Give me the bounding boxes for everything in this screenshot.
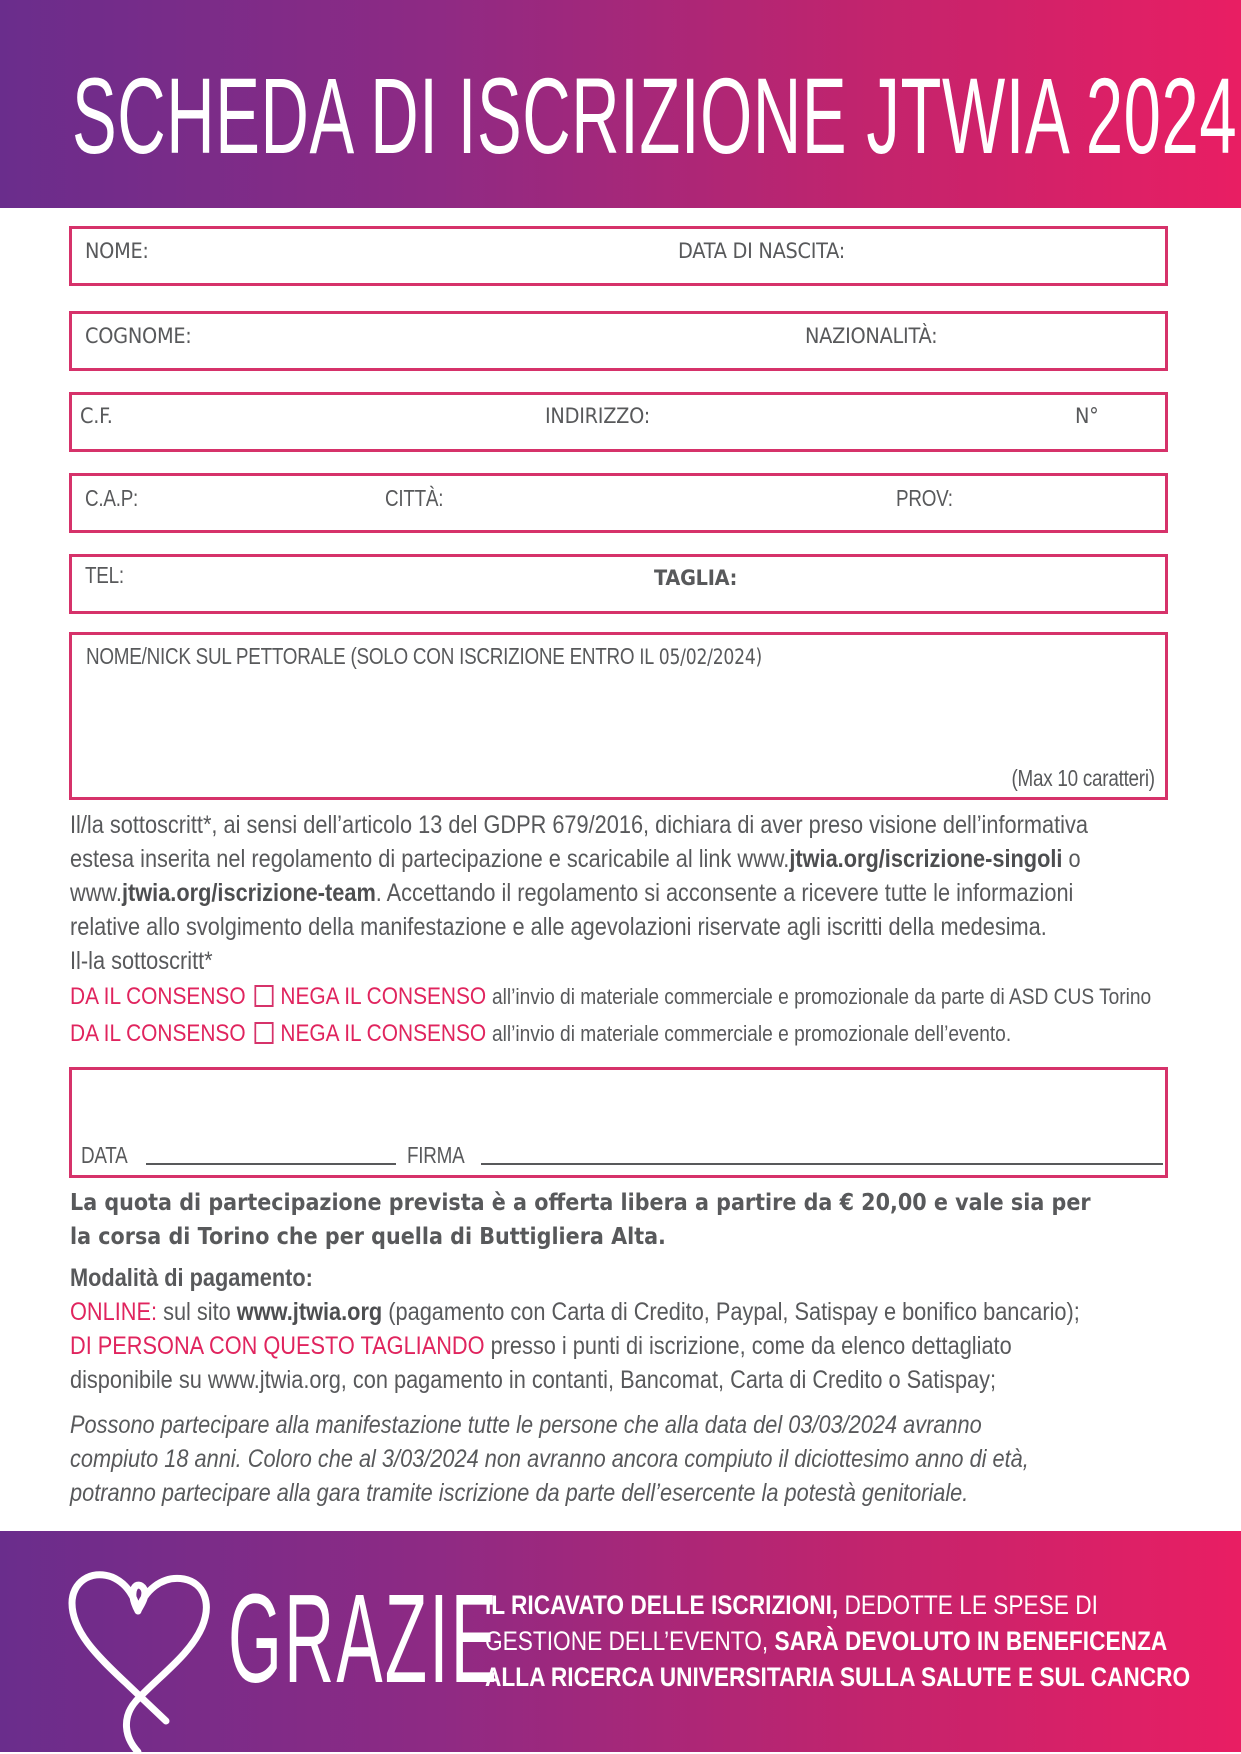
eligibility-notice <box>70 1408 1036 1510</box>
header-banner <box>0 0 1241 208</box>
citta-label: CITTÀ: <box>385 485 444 511</box>
fee-line-2: la corsa di Torino che per quella di Buttigliera Alta. <box>70 1224 666 1250</box>
field-row-indirizzo[interactable] <box>69 392 1168 452</box>
eligibility-line-1: Possono partecipare alla manifestazione tutte le persone che alla data del 03/03/2024 avranno <box>70 1411 982 1439</box>
privacy-text: estesa inserita nel regolamento di partecipazione e scaricabile al link www. <box>70 845 790 873</box>
taglia-label: TAGLIA: <box>654 566 738 590</box>
footer-banner <box>0 1531 1241 1752</box>
field-row-cognome[interactable] <box>69 311 1168 371</box>
charity-regular: GESTIONE DELL’EVENTO, <box>485 1626 769 1656</box>
field-row-cap[interactable] <box>69 473 1168 533</box>
privacy-line-5: Il-la sottoscritt* <box>70 947 213 975</box>
payment-title: Modalità di pagamento: <box>70 1264 313 1292</box>
fee-notice <box>70 1186 1091 1254</box>
charity-notice <box>485 1587 1190 1695</box>
field-bib-name[interactable] <box>69 632 1168 800</box>
charity-bold: IL RICAVATO DELLE ISCRIZIONI, <box>485 1590 839 1620</box>
eligibility-line-3: potranno partecipare alla gara tramite iscrizione da parte dell’esercente la potestà genitoriale. <box>70 1479 969 1507</box>
date-label: DATA <box>81 1142 128 1168</box>
link-iscrizione-singoli[interactable]: jtwia.org/iscrizione-singoli <box>789 845 1063 873</box>
privacy-text: . Accettando il regolamento si acconsente a ricevere tutte le informazioni <box>375 879 1074 907</box>
deny-consent-option[interactable]: NEGA IL CONSENSO <box>280 983 487 1010</box>
numero-label: N° <box>1075 404 1099 428</box>
charity-line-2 <box>485 1623 1190 1659</box>
eligibility-line-2: compiuto 18 anni. Coloro che al 3/03/2024 non avranno ancora compiuto il diciottesimo anno di età, <box>70 1445 1029 1473</box>
deny-consent-option[interactable]: NEGA IL CONSENSO <box>280 1020 487 1047</box>
payment-in-person <box>70 1329 1036 1363</box>
charity-line-3 <box>485 1659 1190 1695</box>
indirizzo-label: INDIRIZZO: <box>545 404 650 428</box>
online-label: ONLINE: <box>70 1298 158 1326</box>
give-consent-option[interactable]: DA IL CONSENSO <box>70 983 246 1010</box>
cap-label: C.A.P: <box>85 485 139 511</box>
prov-label: PROV: <box>896 485 953 511</box>
payment-online <box>70 1295 1080 1329</box>
nazionalita-label: NAZIONALITÀ: <box>805 324 938 348</box>
payment-text: sul sito <box>157 1298 237 1326</box>
bib-hint: (Max 10 caratteri) <box>1011 765 1155 791</box>
payment-in-person-line-2: disponibile su www.jtwia.org, con pagamento in contanti, Bancomat, Carta di Credito o Satispay; <box>70 1366 997 1394</box>
bib-label-text: NOME/NICK SUL PETTORALE (SOLO CON ISCRIZIONE ENTRO <box>86 643 635 669</box>
signature-line[interactable] <box>481 1163 1163 1165</box>
heart-icon <box>66 1551 216 1752</box>
privacy-text: o <box>1062 845 1081 873</box>
charity-bold: ALLA RICERCA UNIVERSITARIA SULLA SALUTE E SUL CANCRO <box>485 1662 1191 1692</box>
charity-regular: DEDOTTE LE SPESE DI <box>838 1590 1098 1620</box>
tel-label: TEL: <box>85 562 124 588</box>
signature-label: FIRMA <box>407 1142 465 1168</box>
in-person-label: DI PERSONA CON QUESTO TAGLIANDO <box>70 1332 485 1360</box>
consent-checkbox[interactable] <box>254 985 273 1007</box>
privacy-text: www. <box>70 879 122 907</box>
page-title: SCHEDA DI ISCRIZIONE JTWIA 2024 <box>72 55 1238 176</box>
consent-row-evento <box>70 1020 1011 1048</box>
fee-line-1: La quota di partecipazione prevista è a offerta libera a partire da € 20,00 e vale sia per <box>70 1190 1091 1216</box>
give-consent-option[interactable]: DA IL CONSENSO <box>70 1020 246 1047</box>
bib-deadline: IL 05/02/2024) <box>639 645 763 669</box>
consent-checkbox[interactable] <box>254 1022 273 1044</box>
privacy-paragraph <box>70 808 1088 978</box>
thanks-heading: GRAZIE <box>228 1568 500 1709</box>
charity-line-1 <box>485 1587 1190 1623</box>
payment-section <box>70 1261 1080 1397</box>
consent-row-cus <box>70 983 1151 1011</box>
data-nascita-label: DATA DI NASCITA: <box>678 239 846 263</box>
consent-description: all’invio di materiale commerciale e promozionale da parte di ASD CUS Torino <box>491 984 1152 1009</box>
cognome-label: COGNOME: <box>85 324 192 348</box>
privacy-line-3 <box>70 876 1074 910</box>
consent-description: all’invio di materiale commerciale e promozionale dell’evento. <box>491 1021 1012 1046</box>
link-iscrizione-team[interactable]: jtwia.org/iscrizione-team <box>121 879 376 907</box>
privacy-line-2 <box>70 842 1081 876</box>
privacy-line-4: relative allo svolgimento della manifestazione e alle agevolazioni riservate agli iscritti della medesima. <box>70 913 1047 941</box>
field-row-nome[interactable] <box>69 226 1168 286</box>
privacy-line-1: Il/la sottoscritt*, ai sensi dell’articolo 13 del GDPR 679/2016, dichiara di aver preso visione dell’informativa <box>70 811 1088 839</box>
charity-bold: SARÀ DEVOLUTO IN BENEFICENZA <box>768 1626 1168 1656</box>
nome-label: NOME: <box>85 239 149 263</box>
bib-label <box>86 643 762 670</box>
payment-text: (pagamento con Carta di Credito, Paypal, Satispay e bonifico bancario); <box>382 1298 1080 1326</box>
field-row-tel[interactable] <box>69 554 1168 614</box>
date-line[interactable] <box>146 1163 396 1165</box>
payment-text: presso i punti di iscrizione, come da elenco dettagliato <box>484 1332 1012 1360</box>
signature-box <box>69 1067 1168 1178</box>
cf-label: C.F. <box>80 404 113 428</box>
link-jtwia-site[interactable]: www.jtwia.org <box>236 1298 383 1326</box>
